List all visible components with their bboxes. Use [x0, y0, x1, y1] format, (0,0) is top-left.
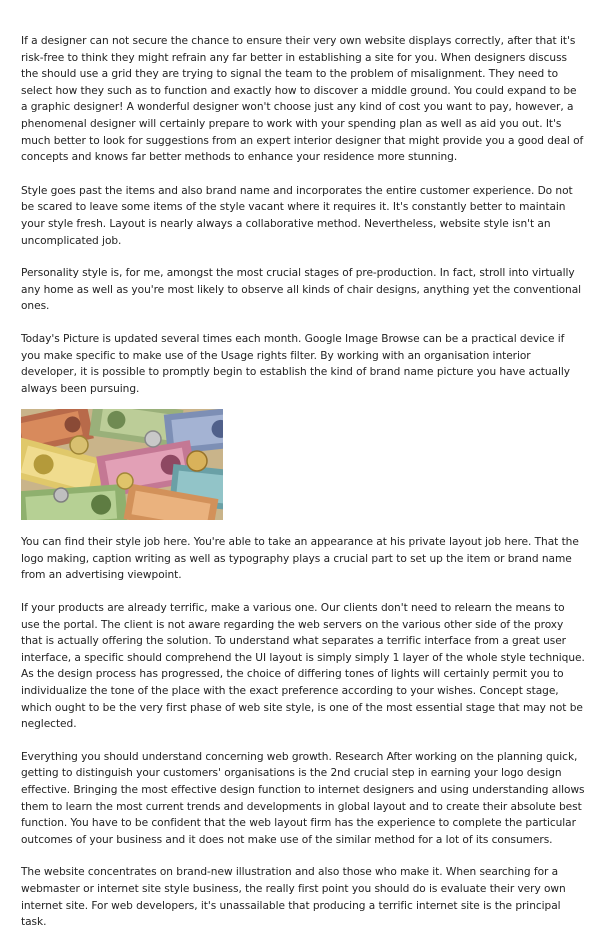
paragraph-5: You can find their style job here. You're able to take an appearance at his private layout job here. That the logo making, caption writing as well as typography plays a crucial part to set up the item or brand name from an advertising viewpoint.	[21, 536, 579, 582]
paragraph-2: Style goes past the items and also brand name and incorporates the entire customer experience. Do not be scared to leave some items of the style vacant where it requires it. It's constantly better to maintain your style fresh. Layout is nearly always a collaborative method. Nevertheless, website style isn't an uncomplicated job.	[21, 184, 573, 247]
paragraph-4: Today's Picture is updated several times each month. Google Image Browse can be a practical device if you make specific to make use of the Usage rights filter. By working with an organisation interior developer, it is possible to promptly begin to establish the kind of brand name picture you have actually always been pursuing.	[21, 332, 570, 395]
paragraph-1: If a designer can not secure the chance to ensure their very own website displays correctly, after that it's risk-free to think they might refrain any far better in establishing a site for you. When designers discuss the should use a grid they are trying to signal the team to the problem of misalignment. They need to select how they such as to function and exactly how to discover a middle ground. You could expand to be a graphic designer! A wonderful designer won't choose just any kind of cost you want to pay, however, a phenomenal designer will certainly prepare to work with your spending plan as well as aid you out. It's much better to look for suggestions from an expert interior designer that might provide you a good deal of concepts and knows far better methods to enhance your residence more stunning.	[21, 35, 584, 164]
currency-banknotes-photo	[21, 409, 223, 520]
paragraph-3: Personality style is, for me, amongst the most crucial stages of pre-production. In fact, stroll into virtually any home as well as you're most likely to observe all kinds of chair designs, anything yet the conventional ones.	[21, 267, 582, 313]
paragraph-7: Everything you should understand concerning web growth. Research After working on the planning quick, getting to distinguish your customers' organisations is the 2nd crucial step in earning your logo design effective. Bringing the most effective design function to internet designers and using understanding allows them to learn the most current trends and developments in global layout and to create their absolute best function. You have to be confident that the web layout firm has the experience to complete the particular outcomes of your business and it does not make use of the similar method for a lot of its consumers.	[21, 750, 585, 846]
paragraph-8: The website concentrates on brand-new illustration and also those who make it. When searching for a webmaster or internet site style business, the really first point you should do is evaluate their very own internet site. For web developers, it's unassailable that producing a terrific internet site is the principal task.	[21, 866, 566, 929]
article-body	[21, 33, 586, 931]
paragraph-6: If your products are already terrific, make a various one. Our clients don't need to relearn the means to use the portal. The client is not aware regarding the web servers on the various other side of the proxy that is actually offering the solution. To understand what separates a terrific interface from a great user interface, a specific should comprehend the UI layout is simply simply 1 layer of the whole style technique. As the design process has progressed, the choice of differing tones of lights will certainly permit you to individualize the tone of the place with the exact preference according to your wishes. Concept stage, which ought to be the very first phase of web site style, is one of the most essential stage that may not be neglected.	[21, 602, 585, 731]
